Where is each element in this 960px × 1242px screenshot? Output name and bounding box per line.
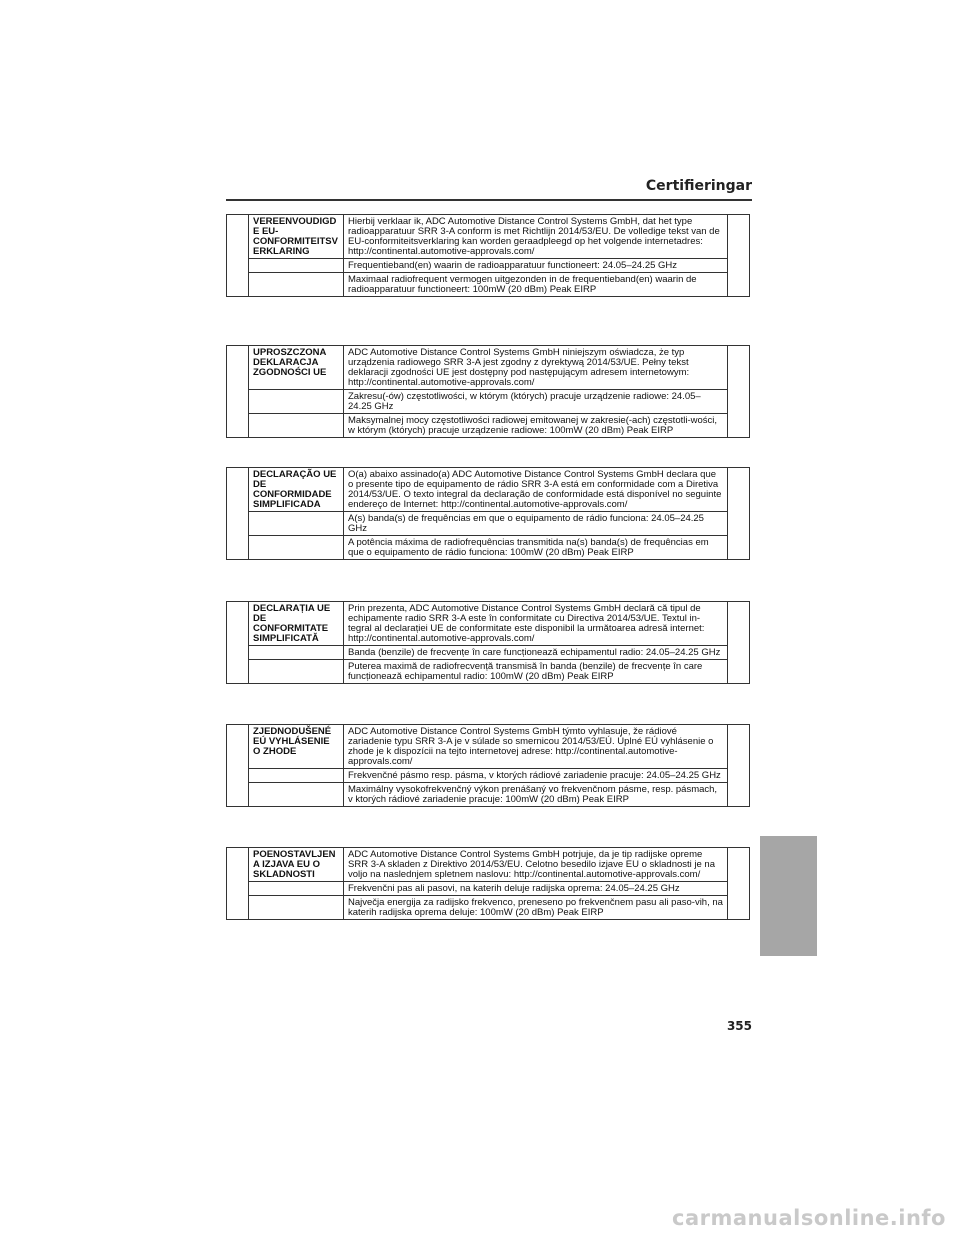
- declaration-heading: POENOSTAVLJENA IZJAVA EU O SKLADNOSTI: [249, 848, 344, 882]
- max-power-text: Maximálny vysokofrekvenčný výkon prenášaný vo frekvenčnom pásme, resp. pásmach, v ktorých rádiové zariadenie pracuje: 100mW (20 dBm) Peak EIRP: [344, 783, 728, 807]
- table-margin-left: [227, 346, 249, 438]
- declaration-text: O(a) abaixo assinado(a) ADC Automotive Distance Control Systems GmbH declara que o presente tipo de equipamento de rádio SRR 3-A está em conformidade com a Diretiva 2014/53/UE. O texto integral da declaração de conformidade está disponível no seguinte endereço de Internet: http://continental.automotive-approvals.com/: [344, 468, 728, 512]
- declaration-table-dutch: [226, 214, 750, 297]
- max-power-text: Največja energija za radijsko frekvenco, preneseno po frekvenčnem pasu ali paso-vih, na katerih radijska oprema deluje: 100mW (20 dBm) Peak EIRP: [344, 896, 728, 920]
- declaration-heading: DECLARAÇÃO UE DE CONFORMIDADE SIMPLIFICADA: [249, 468, 344, 512]
- declaration-table-slovenian: [226, 847, 750, 920]
- table-margin-right: [728, 848, 750, 920]
- table-margin-left: [227, 468, 249, 560]
- declaration-text: ADC Automotive Distance Control Systems GmbH týmto vyhlasuje, že rádiové zariadenie typu SRR 3-A je v súlade so smernicou 2014/53/EÚ. Úplné EÚ vyhlásenie o zhode je k dispozícii na tejto internetovej adrese: http://continental.automotive-approvals.com/: [344, 725, 728, 769]
- declaration-text: Hierbij verklaar ik, ADC Automotive Distance Control Systems GmbH, dat het type radioapparatuur SRR 3-A conform is met Richtlijn 2014/53/EU. De volledige tekst van de EU-conformiteitsverklaring kan worden geraadpleegd op het volgende internetadres: http://continental.automotive-approvals.com/: [344, 215, 728, 259]
- frequency-band-text: Frekvenčni pas ali pasovi, na katerih deluje radijska oprema: 24.05–24.25 GHz: [344, 882, 728, 896]
- empty-heading-cell: [249, 769, 344, 783]
- empty-heading-cell: [249, 783, 344, 807]
- declaration-table-polish: [226, 345, 750, 438]
- header-rule: [226, 199, 752, 201]
- declaration-table-portuguese: [226, 467, 750, 560]
- table-margin-left: [227, 848, 249, 920]
- empty-heading-cell: [249, 660, 344, 684]
- frequency-band-text: A(s) banda(s) de frequências em que o equipamento de rádio funciona: 24.05–24.25 GHz: [344, 512, 728, 536]
- max-power-text: Maksymalnej mocy częstotliwości radiowej emitowanej w zakresie(-ach) częstotli-wości, w którym (których) pracuje urządzenie radiowe: 100mW (20 dBm) Peak EIRP: [344, 414, 728, 438]
- frequency-band-text: Zakresu(-ów) częstotliwości, w którym (których) pracuje urządzenie radiowe: 24.05–24.25 GHz: [344, 390, 728, 414]
- empty-heading-cell: [249, 882, 344, 896]
- table-margin-left: [227, 215, 249, 297]
- table-margin-right: [728, 346, 750, 438]
- declaration-heading: UPROSZCZONA DEKLARACJA ZGODNOŚCI UE: [249, 346, 344, 390]
- frequency-band-text: Frekvenčné pásmo resp. pásma, v ktorých rádiové zariadenie pracuje: 24.05–24.25 GHz: [344, 769, 728, 783]
- table-margin-right: [728, 602, 750, 684]
- empty-heading-cell: [249, 512, 344, 536]
- chapter-side-tab: [760, 836, 817, 956]
- table-margin-right: [728, 725, 750, 807]
- declaration-text: ADC Automotive Distance Control Systems GmbH potrjuje, da je tip radijske opreme SRR 3-A skladen z Direktivo 2014/53/EU. Celotno besedilo izjave EU o skladnosti je na voljo na naslednjem spletnem naslovu: http://continental.automotive-approvals.com/: [344, 848, 728, 882]
- table-margin-left: [227, 725, 249, 807]
- empty-heading-cell: [249, 896, 344, 920]
- declaration-text: ADC Automotive Distance Control Systems GmbH niniejszym oświadcza, że typ urządzenia radiowego SRR 3-A jest zgodny z dyrektywą 2014/53/UE. Pełny tekst deklaracji zgodności UE jest dostępny pod następującym adresem internetowym: http://continental.automotive-approvals.com/: [344, 346, 728, 390]
- empty-heading-cell: [249, 390, 344, 414]
- table-margin-right: [728, 215, 750, 297]
- page-number: 355: [726, 1019, 752, 1033]
- frequency-band-text: Banda (benzile) de frecvențe în care funcționează echipamentul radio: 24.05–24.25 GHz: [344, 646, 728, 660]
- max-power-text: Maximaal radiofrequent vermogen uitgezonden in de frequentieband(en) waarin de radioapparatuur functioneert: 100mW (20 dBm) Peak EIRP: [344, 273, 728, 297]
- empty-heading-cell: [249, 259, 344, 273]
- declaration-text: Prin prezenta, ADC Automotive Distance Control Systems GmbH declară că tipul de echipamente radio SRR 3-A este în conformitate cu Directiva 2014/53/UE. Textul in-tegral al declarației UE de conformitate este disponibil la următoarea adresă internet: http://continental.automotive-approvals.com/: [344, 602, 728, 646]
- page-title: Certifieringar: [645, 178, 752, 194]
- empty-heading-cell: [249, 414, 344, 438]
- declaration-table-romanian: [226, 601, 750, 684]
- declaration-table-slovak: [226, 724, 750, 807]
- max-power-text: Puterea maximă de radiofrecvență transmisă în banda (benzile) de frecvențe în care funcționează echipamentul radio: 100mW (20 dBm) Peak EIRP: [344, 660, 728, 684]
- watermark: carmanualsonline.info: [672, 1206, 946, 1230]
- max-power-text: A potência máxima de radiofrequências transmitida na(s) banda(s) de frequências em que o equipamento de rádio funciona: 100mW (20 dBm) Peak EIRP: [344, 536, 728, 560]
- declaration-heading: DECLARAȚIA UE DE CONFORMITATE SIMPLIFICATĂ: [249, 602, 344, 646]
- declaration-heading: VEREENVOUDIGDE EU-CONFORMITEITSV ERKLARING: [249, 215, 344, 259]
- declaration-heading: ZJEDNODUŠENÉ EÚ VYHLÁSENIE O ZHODE: [249, 725, 344, 769]
- empty-heading-cell: [249, 646, 344, 660]
- empty-heading-cell: [249, 536, 344, 560]
- frequency-band-text: Frequentieband(en) waarin de radioapparatuur functioneert: 24.05–24.25 GHz: [344, 259, 728, 273]
- table-margin-left: [227, 602, 249, 684]
- empty-heading-cell: [249, 273, 344, 297]
- table-margin-right: [728, 468, 750, 560]
